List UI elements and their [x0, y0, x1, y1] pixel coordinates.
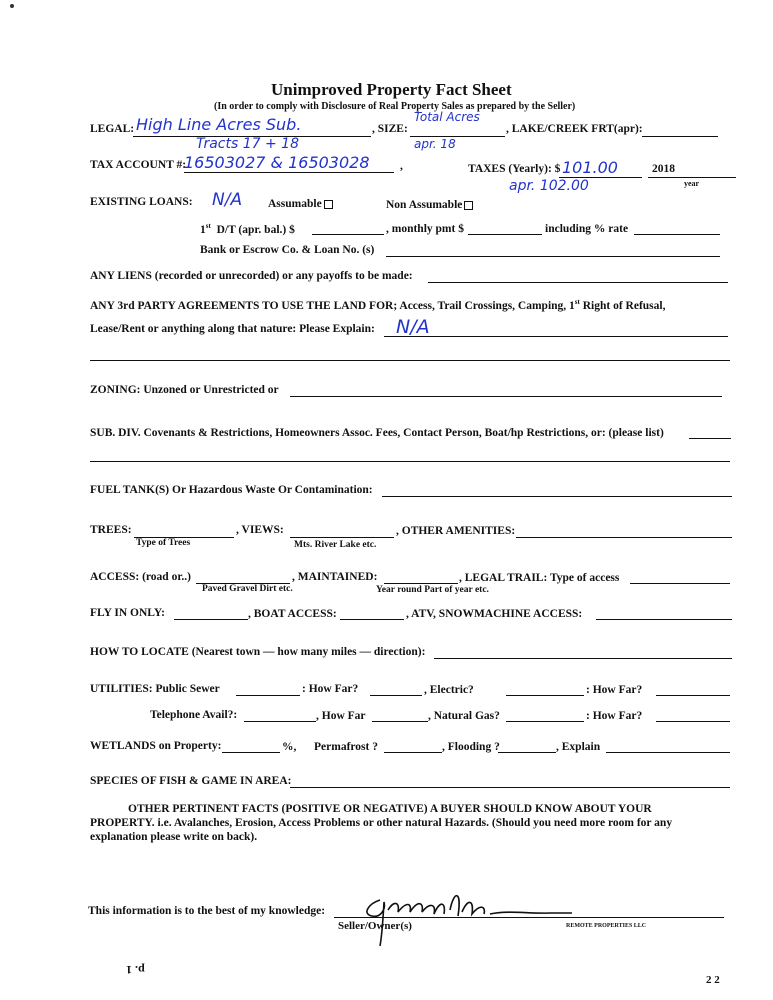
sewer-how-far-field[interactable] [370, 695, 422, 696]
monthly-pmt-label: , monthly pmt $ [386, 223, 464, 235]
legal-value-tracts: Tracts 17 + 18 [196, 136, 299, 152]
size-value-apr: apr. 18 [414, 137, 456, 151]
gas-how-far-label: : How Far? [586, 710, 643, 722]
atv-access-label: , ATV, SNOWMACHINE ACCESS: [406, 608, 583, 620]
flooding-label: , Flooding ? [442, 741, 500, 753]
third-party-line1: ANY 3rd PARTY AGREEMENTS TO USE THE LAND FOR; Access, Trail Crossings, Camping, 1st Right of Refusal, [90, 298, 666, 312]
amenities-field[interactable] [516, 537, 732, 538]
permafrost-field[interactable] [384, 752, 442, 753]
lake-creek-field[interactable] [642, 136, 718, 137]
tax-account-comma: , [400, 160, 403, 172]
tax-year-caption: year [684, 179, 700, 188]
maintained-field[interactable] [384, 583, 458, 584]
handwritten-signature [350, 880, 580, 950]
fly-in-field[interactable] [174, 619, 248, 620]
other-facts-line2: PROPERTY. i.e. Avalanches, Erosion, Access Problems or other natural Hazards. (Should you need more room for any [90, 817, 673, 829]
views-field[interactable] [290, 537, 394, 538]
non-assumable-label: Non Assumable [386, 199, 463, 211]
maintained-label: , MAINTAINED: [292, 571, 378, 583]
taxes-approx-value: apr. 102.00 [509, 178, 589, 194]
non-assumable-checkbox[interactable] [464, 201, 473, 210]
views-caption: Mts. River Lake etc. [294, 540, 377, 550]
fuel-label: FUEL TANK(S) Or Hazardous Waste Or Contamination: [90, 484, 373, 496]
boat-access-field[interactable] [340, 619, 404, 620]
gas-how-far-field[interactable] [656, 721, 730, 722]
maintained-caption: Year round Part of year etc. [376, 585, 489, 595]
bank-escrow-label: Bank or Escrow Co. & Loan No. (s) [200, 244, 375, 256]
dt-balance-field[interactable] [312, 234, 384, 235]
telephone-label: Telephone Avail?: [150, 709, 238, 721]
electric-how-far-field[interactable] [656, 695, 730, 696]
species-field[interactable] [290, 787, 730, 788]
amenities-label: , OTHER AMENITIES: [396, 525, 516, 537]
dt-label: 1st D/T (apr. bal.) $ [200, 222, 295, 236]
boat-access-label: , BOAT ACCESS: [248, 608, 337, 620]
page-subtitle: (In order to comply with Disclosure of Real Property Sales as prepared by the Seller) [214, 101, 576, 112]
third-party-extra-line[interactable] [90, 360, 730, 361]
signature-statement: This information is to the best of my knowledge: [88, 905, 326, 917]
fly-in-label: FLY IN ONLY: [90, 607, 165, 619]
fuel-field[interactable] [382, 496, 732, 497]
subdiv-label: SUB. DIV. Covenants & Restrictions, Homeowners Assoc. Fees, Contact Person, Boat/hp Restrictions, or: (please list) [90, 427, 664, 439]
non-assumable-option[interactable] [386, 199, 473, 211]
legal-label: LEGAL: [90, 123, 135, 135]
telephone-how-far-label: , How Far [316, 710, 366, 722]
assumable-option[interactable] [268, 198, 333, 210]
flooding-field[interactable] [498, 752, 556, 753]
size-value: Total Acres [414, 110, 480, 124]
locate-field[interactable] [434, 658, 732, 659]
legal-trail-label: , LEGAL TRAIL: Type of access [459, 572, 620, 584]
wetlands-label: WETLANDS on Property: [90, 740, 222, 752]
legal-value: High Line Acres Sub. [136, 115, 302, 134]
natural-gas-field[interactable] [506, 721, 584, 722]
zoning-label: ZONING: Unzoned or Unrestricted or [90, 384, 279, 396]
assumable-checkbox[interactable] [324, 200, 333, 209]
scan-speck [10, 4, 14, 8]
sewer-how-far-label: : How Far? [302, 683, 359, 695]
third-party-value: N/A [396, 316, 430, 338]
subdiv-extra-line[interactable] [90, 461, 730, 462]
bank-escrow-field[interactable] [386, 256, 720, 257]
views-label: , VIEWS: [236, 524, 284, 536]
wetlands-percent: %, [282, 741, 297, 753]
natural-gas-label: , Natural Gas? [428, 710, 500, 722]
tax-account-value: 16503027 & 16503028 [184, 153, 370, 172]
electric-field[interactable] [506, 695, 584, 696]
trees-caption: Type of Trees [136, 538, 191, 548]
wetlands-field[interactable] [222, 752, 280, 753]
species-label: SPECIES OF FISH & GAME IN AREA: [90, 775, 292, 787]
page-title: Unimproved Property Fact Sheet [271, 80, 512, 99]
corner-mark: 2 2 [706, 974, 720, 986]
subdiv-field[interactable] [689, 438, 731, 439]
liens-label: ANY LIENS (recorded or unrecorded) or any payoffs to be made: [90, 270, 413, 282]
locate-label: HOW TO LOCATE (Nearest town — how many miles — direction): [90, 646, 426, 658]
existing-loans-label: EXISTING LOANS: [90, 196, 193, 208]
third-party-line2: Lease/Rent or anything along that nature: Please Explain: [90, 323, 375, 335]
sewer-field[interactable] [236, 695, 300, 696]
access-caption: Paved Gravel Dirt etc. [202, 584, 293, 594]
electric-label: , Electric? [424, 684, 474, 696]
third-party-field[interactable] [384, 336, 728, 337]
zoning-field[interactable] [290, 396, 722, 397]
tax-year-value: 2018 [652, 163, 675, 175]
tax-account-field[interactable] [184, 172, 394, 173]
taxes-yearly-value: 101.00 [562, 158, 618, 177]
signature-caption: Seller/Owner(s) [338, 920, 412, 932]
trees-label: TREES: [90, 524, 132, 536]
remote-properties-stamp: REMOTE PROPERTIES LLC [566, 923, 647, 929]
explain-field[interactable] [606, 752, 730, 753]
page-mark: p. 1 [126, 963, 145, 977]
tax-year-field[interactable] [648, 177, 736, 178]
permafrost-label: Permafrost ? [314, 741, 378, 753]
lake-creek-label: , LAKE/CREEK FRT(apr): [506, 123, 643, 135]
rate-label: including % rate [545, 223, 629, 235]
telephone-field[interactable] [244, 721, 316, 722]
assumable-label: Assumable [268, 198, 322, 210]
monthly-pmt-field[interactable] [468, 234, 542, 235]
explain-label: , Explain [556, 741, 601, 753]
rate-field[interactable] [634, 234, 720, 235]
access-label: ACCESS: (road or..) [90, 571, 191, 583]
utilities-sewer-label: UTILITIES: Public Sewer [90, 683, 220, 695]
other-facts-line1: OTHER PERTINENT FACTS (POSITIVE OR NEGATIVE) A BUYER SHOULD KNOW ABOUT YOUR [128, 803, 652, 815]
taxes-yearly-label: TAXES (Yearly): $ [468, 163, 561, 175]
electric-how-far-label: : How Far? [586, 684, 643, 696]
telephone-how-far-field[interactable] [372, 721, 428, 722]
existing-loans-value: N/A [212, 190, 243, 210]
size-label: , SIZE: [372, 123, 408, 135]
liens-field[interactable] [428, 282, 728, 283]
legal-trail-field[interactable] [630, 583, 730, 584]
atv-access-field[interactable] [596, 619, 732, 620]
other-facts-line3: explanation please write on back). [90, 831, 258, 843]
tax-account-label: TAX ACCOUNT #: [90, 159, 187, 171]
